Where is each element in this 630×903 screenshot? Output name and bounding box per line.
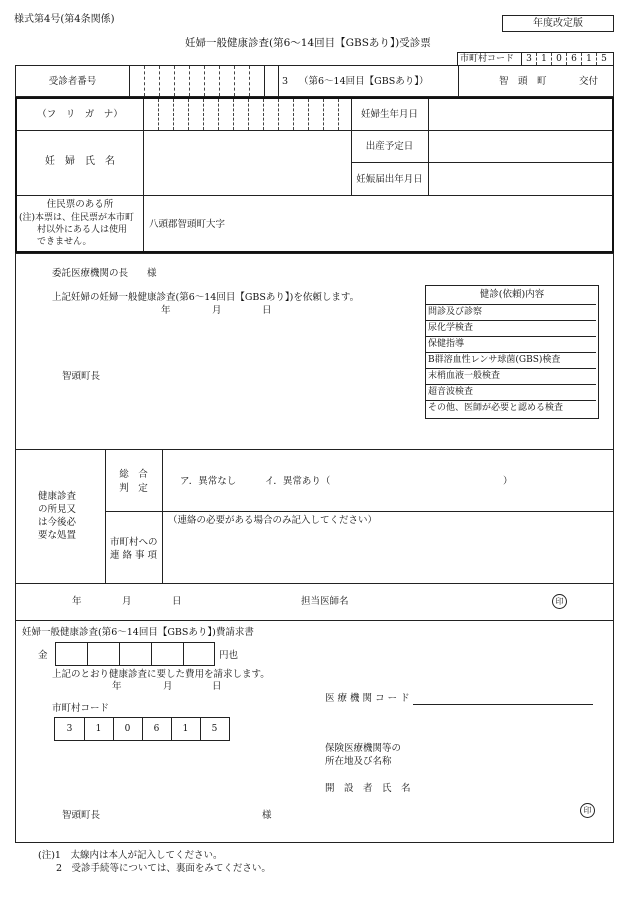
billing-muni-digit: 1 — [182, 724, 189, 734]
amount-box — [55, 642, 215, 666]
birth-date-label: 妊婦生年月日 — [360, 109, 418, 120]
muni-digit: 1 — [586, 54, 592, 64]
billing-statement: 上記のとおり健康診査に要した費用を請求します。 — [52, 669, 270, 680]
form-id: 様式第4号(第4条関係) — [14, 14, 115, 25]
address-label: 住民票のある所 — [46, 199, 114, 210]
doctor-date-day: 日 — [172, 596, 182, 607]
ticket-number-label: 受診者番号 — [48, 76, 97, 87]
billing-sama: 様 — [262, 810, 272, 821]
report-date-label: 妊娠届出年月日 — [356, 174, 423, 185]
revision-label: 年度改定版 — [533, 18, 583, 29]
exam-item: B群溶血性レンサ球菌(GBS)検査 — [426, 352, 596, 368]
contact-note: （連絡の必要がある場合のみ記入してください） — [168, 515, 378, 526]
muni-digit: 6 — [571, 54, 577, 64]
note-2: 2 受診手続等については、裏面をみてください。 — [56, 863, 271, 874]
amount-prefix: 金 — [38, 650, 48, 661]
request-date-month: 月 — [212, 305, 222, 316]
founder-name-label: 開 設 者 氏 名 — [325, 783, 411, 794]
billing-muni-digit: 3 — [66, 724, 73, 734]
address-note-2: 村以外にある人は使用 — [37, 225, 128, 235]
exam-item: 尿化学検査 — [426, 320, 596, 336]
exam-item: 問診及び診察 — [426, 304, 596, 320]
contact-label-1: 市町村への — [110, 537, 158, 548]
billing-date-month: 月 — [163, 681, 173, 692]
address-note-1: (注)本票は、住民票が本市町 — [19, 213, 135, 223]
issued-label: 交付 — [579, 76, 599, 87]
billing-muni-code-box — [54, 717, 230, 741]
exam-item: 超音波検査 — [426, 384, 596, 400]
doctor-seal-icon: 印 — [552, 594, 567, 609]
institution-address-label-2: 所在地及び名称 — [325, 756, 392, 767]
pregnant-name-label: 妊 婦 氏 名 — [45, 156, 115, 167]
muni-digit: 3 — [526, 54, 532, 64]
ticket-row — [15, 65, 614, 97]
billing-muni-digit: 5 — [211, 724, 218, 734]
billing-muni-digit: 6 — [153, 724, 160, 734]
findings-label-4: 要な処置 — [38, 530, 77, 541]
institution-code-label: 医 療 機 関 コ ー ド — [325, 693, 410, 704]
muni-code-box — [457, 52, 614, 66]
doctor-date-month: 月 — [122, 596, 132, 607]
exam-list — [425, 285, 599, 419]
findings-label-1: 健康診査 — [38, 491, 77, 502]
billing-date-day: 日 — [212, 681, 222, 692]
institution-address-label-1: 保険医療機関等の — [325, 743, 402, 754]
judgment-label-2: 判 定 — [119, 483, 148, 494]
issuer-name: 智 頭 町 — [499, 76, 547, 87]
request-to: 委託医療機関の長 様 — [52, 268, 157, 279]
revision-box — [502, 15, 614, 32]
findings-label-3: は今後必 — [38, 517, 77, 528]
billing-muni-code-label: 市町村コード — [52, 703, 110, 714]
amount-suffix: 円也 — [219, 650, 239, 661]
muni-code-label: 市町村コード — [460, 54, 515, 64]
address-value: 八頭郡智頭町大字 — [149, 219, 226, 230]
request-signer: 智頭町長 — [62, 371, 101, 382]
judgment-label-1: 総 合 — [119, 469, 148, 480]
billing-muni-digit: 0 — [124, 724, 131, 734]
patient-block — [15, 97, 614, 253]
muni-digit: 1 — [541, 54, 547, 64]
ticket-number-value: 3 — [282, 76, 289, 87]
exam-item: その他、医師が必要と認める検査 — [426, 400, 596, 416]
furigana-label: （フ リ ガ ナ） — [37, 109, 123, 120]
due-date-label: 出産予定日 — [365, 141, 414, 152]
request-date-year: 年 — [161, 305, 171, 316]
exam-list-title: 健診(依頼)内容 — [479, 289, 545, 300]
findings-label-2: の所見又 — [38, 504, 77, 515]
exam-item: 末梢血液一般検査 — [426, 368, 596, 384]
address-note-3: できません。 — [37, 237, 92, 247]
muni-digit: 5 — [601, 54, 607, 64]
request-date-day: 日 — [262, 305, 272, 316]
exam-item: 保健指導 — [426, 336, 596, 352]
note-1: (注)1 太線内は本人が記入してください。 — [38, 850, 223, 861]
ticket-round: （第6～14回目【GBSあり】） — [299, 76, 429, 87]
page-title: 妊婦一般健康診査(第6～14回目【GBSあり】)受診票 — [185, 37, 431, 49]
judgment-value: ア．異常なし イ．異常あり（ — [180, 476, 331, 487]
billing-muni-digit: 1 — [95, 724, 102, 734]
doctor-date-year: 年 — [72, 596, 82, 607]
billing-title: 妊婦一般健康診査(第6～14回目【GBSあり】)費請求書 — [22, 627, 254, 638]
founder-seal-icon: 印 — [580, 803, 595, 818]
contact-label-2: 連 絡 事 項 — [110, 550, 158, 561]
muni-digit: 0 — [556, 54, 562, 64]
billing-to: 智頭町長 — [62, 810, 101, 821]
judgment-close: ） — [503, 476, 513, 487]
request-body: 上記妊婦の妊婦一般健康診査(第6～14回目【GBSあり】)を依頼します。 — [52, 292, 360, 303]
doctor-name-label: 担当医師名 — [301, 596, 349, 607]
billing-date-year: 年 — [112, 681, 122, 692]
